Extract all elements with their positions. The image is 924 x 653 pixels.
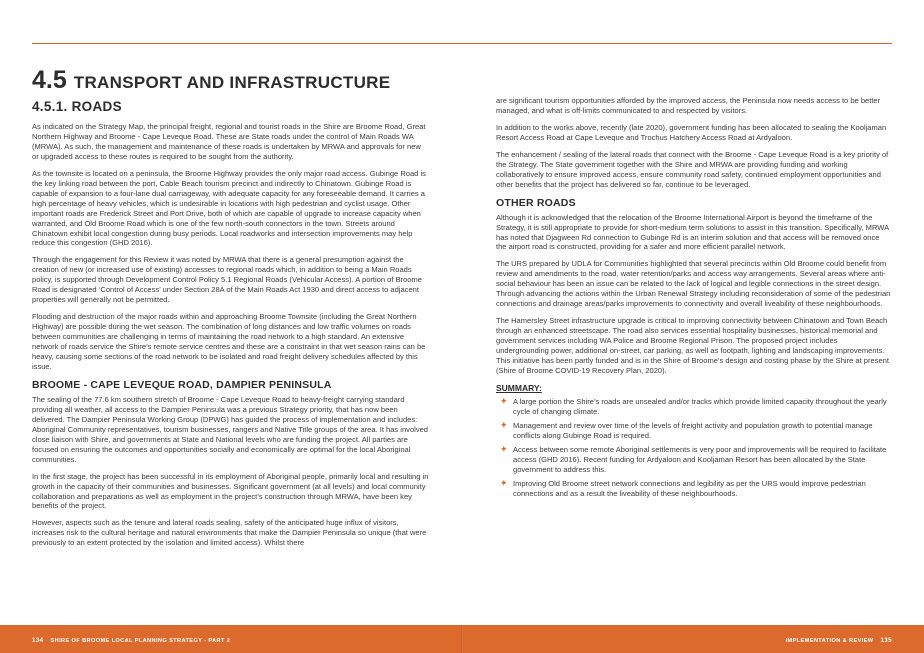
bullet-star-icon: ✦ — [500, 477, 508, 488]
paragraph: Through the engagement for this Review it was noted by MRWA that there is a general presumption against the creation of new (or increased use of existing) accesses to regional roads which, in addition to being a Main Roads policy, is supported through Development Control Policy 5.1 Regional Roads (Vehicular Access). A portion of Broome Road is designated ‘Control of Access’ under Section 28A of the Main Roads Act 1930 and direct access to adjacent properties will generally not be permitted. — [32, 255, 422, 305]
left-column — [32, 60, 429, 555]
section-title — [32, 66, 429, 95]
page-fold — [461, 625, 463, 653]
summary-item — [496, 397, 892, 417]
summary-item-text: Management and review over time of the levels of freight activity and population growth to potential manage conflicts along Gubinge Road is required. — [513, 420, 873, 440]
page-number-right: 135 — [880, 637, 892, 644]
paragraph: As the townsite is located on a peninsula, the Broome Highway provides the only major road access. Gubinge Road is the key linking road between the port, Cable Beach tourism precinct and indirectly to Chinatown. Gubinge Road is capable of expansion to a four-lane dual carriageway, with adequate capacity for any foreseeable demand. It carries a high percentage of heavy vehicles, which is undesirable in locations with high pedestrian and cyclist usage. Other important roads are Frederick Street and Port Drive, both of which are capable of upgrade to increase capacity when warranted, and Old Broome Road which is one of the few north-south connectors in the town. Streets around Chinatown exhibit local congestion during busy periods. Local roadworks and intersection improvements may help reduce this congestion (GHD 2016). — [32, 168, 426, 248]
paragraph: Although it is acknowledged that the relocation of the Broome International Airport is beyond the timeframe of the Strategy, it is still appropriate to provide for short-medium term solutions to assist in this transition. Specifically, MRWA has noted that Djagween Rd connection to Gubinge Rd is an interim solution and that access will be removed once the airport road is constructed, providing for a safer and more efficient parallel network. — [496, 212, 889, 252]
summary-item — [496, 421, 892, 441]
dampier-heading: BROOME - CAPE LEVEQUE ROAD, DAMPIER PENINSULA — [32, 378, 332, 391]
summary-item-text: Improving Old Broome street network connections and legibility as per the URS would improve pedestrian connections and as a result the liveability of these neighbourhoods. — [513, 478, 866, 498]
bullet-star-icon: ✦ — [500, 443, 508, 454]
footer-left — [32, 637, 230, 644]
paragraph: The Hamersley Street infrastructure upgrade is critical to improving connectivity between Chinatown and Town Beach through an enhanced streetscape. The road also services essential hospitality businesses, historical memorial and government services including WA Police and Broome Regional Prison. The proposed project includes undergrounding power, additional on-street, car parking, as well as footpath, lighting and landscaping improvements. This initiative has been partly funded and is in the Shire of Broome’s design and costing phase by the Shire at present (Shire of Broome COVID-19 Recovery Plan, 2020). — [496, 316, 889, 375]
bullet-star-icon: ✦ — [500, 395, 508, 406]
footer-document-title: SHIRE OF BROOME LOCAL PLANNING STRATEGY - PART 2 — [50, 638, 231, 644]
summary-list — [496, 397, 892, 499]
paragraph: The URS prepared by UDLA for Communities highlighted that several precincts within Old Broome could benefit from review and amendments to the road, water retention/parks and access way arrangements. Several areas where anti-social behaviour has been an issue can be related to the lack of logical and legible connections in the street design. Through advancing the actions within the Urban Renewal Strategy including reconsideration of some of the pedestrian connections and drainage areas/parks improvements to connectivity and overall liveability of these neighbourhoods. — [496, 259, 891, 309]
summary-item — [496, 445, 892, 475]
bullet-star-icon: ✦ — [500, 419, 508, 430]
roads-heading: 4.5.1. ROADS — [32, 99, 122, 114]
footer-bar — [0, 625, 924, 653]
paragraph: In addition to the works above, recently (late 2020), government funding has been allocated to sealing the Kooljaman Resort Access Road at Cape Leveque and Trochus Hatchery Access Road at Ardyaloon. — [496, 122, 887, 142]
paragraph: However, aspects such as the tenure and lateral roads sealing, safety of the anticipated huge influx of visitors, increases risk to the cultural heritage and natural environments that make the Dampier Peninsula so unique (that were previously to an extent protected by the isolation and limited access). Whilst there — [32, 518, 427, 548]
summary-item — [496, 479, 892, 499]
summary-item-text: A large portion the Shire’s roads are unsealed and/or tracks which provide limited capacity throughout the yearly cycle of changing climate. — [513, 396, 887, 416]
paragraph: The enhancement / sealing of the lateral roads that connect with the Broome - Cape Leveque Road is a key priority of the Strategy. The State government together with the Shire and MRWA are providing funding and working collaboratively to ensure improved access, ensure community road safety, continued employment opportunities and other benefits that the project has delivered so far, continue to be leveraged. — [496, 149, 889, 189]
right-column — [496, 96, 892, 503]
paragraph: are significant tourism opportunities afforded by the improved access, the Peninsula now needs access to be better managed, and what is off-limits communicated to and respected by visitors. — [496, 96, 881, 115]
footer-chapter-title: IMPLEMENTATION & REVIEW — [785, 638, 874, 644]
section-number: 4.5 — [32, 66, 67, 94]
paragraph: Flooding and destruction of the major roads within and approaching Broome Townsite (including the Great Northern Highway) are possible during the wet season. The combination of long distances and low traffic volumes on roads between communities are challenging in terms of maintaining the road network to a high standard. An extensive network of roads service the Shire’s remote service centres and these are a constraint in that wet season rains can be heavy, causing some sections of the road network to be isolated and road freight delivery schedules affected by this issue. — [32, 312, 426, 371]
top-rule — [32, 43, 892, 44]
paragraph: The sealing of the 77.6 km southern stretch of Broome - Cape Leveque Road to heavy-freight carrying standard providing all weather, all access to the Dampier Peninsula was a previous Strategy priority, that has now been delivered. The Dampier Peninsula Working Group (DPWG) has guided the process of implementation and includes: Aboriginal Community representatives, tourism businesses, rangers and Native Title groups of the area. It has involved close liaison with Shire, and governments at State and National levels who are funding the project. All parties are focused on ensuring the outcomes and opportunities socially and economically are optimal for the local Aboriginal communities. — [32, 394, 428, 464]
paragraph: As indicated on the Strategy Map, the principal freight, regional and tourist roads in the Shire are Broome Road, Great Northern Highway and Broome - Cape Leveque Road. These are State roads under the control of Main Roads WA (MRWA). As such, the management and maintenance of these roads is undertaken by MRWA and approvals for new or upgraded access to these routes is required to be sought from the authority. — [32, 122, 426, 161]
summary-item-text: Access between some remote Aboriginal settlements is very poor and improvements will be required to facilitate access (GHD 2016). Recent funding for Ardyaloon and Kooljaman Resort has been allocated by the State government to address this. — [513, 444, 887, 474]
other-roads-heading: OTHER ROADS — [496, 196, 576, 209]
section-title-text: TRANSPORT AND INFRASTRUCTURE — [73, 73, 391, 92]
page-number-left: 134 — [32, 637, 44, 644]
paragraph: In the first stage, the project has been successful in its employment of Aboriginal people, primarily local and resulting in growth in the capacity of their communities and businesses. Significant government (at all levels) and local community collaboration and preparations as well as employment in the project’s construction through MRWA, have been key benefits of the project. — [32, 471, 429, 511]
summary-heading: SUMMARY: — [496, 382, 542, 393]
footer-right — [786, 637, 892, 644]
